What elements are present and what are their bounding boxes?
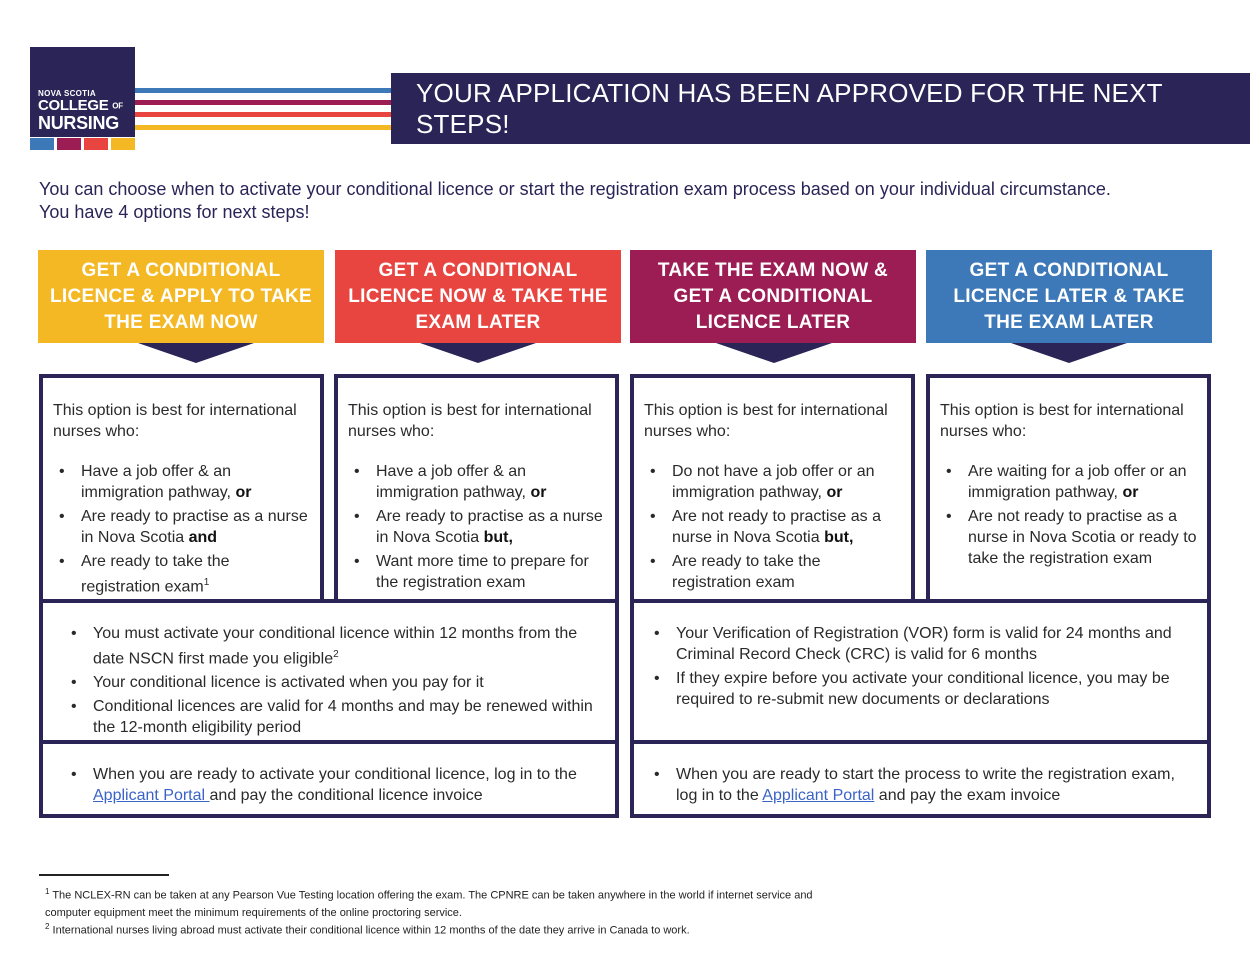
option-1-arrow xyxy=(138,343,254,363)
list-item: • When you are ready to start the process to write the registration exam, log in to the Applicant Portal and pay the exam invoice xyxy=(648,764,1193,806)
list-item: • Your conditional licence is activated when you pay for it xyxy=(65,672,601,693)
logo-line-college: COLLEGE OF xyxy=(38,97,123,114)
list-item: • Are ready to practise as a nurse in Nova Scotia and xyxy=(53,506,310,548)
option-2-box xyxy=(334,374,619,603)
list-item: • Conditional licences are valid for 4 months and may be renewed within the 12-month eligibility period xyxy=(65,696,601,738)
intro-line-2: You have 4 options for next steps! xyxy=(39,202,310,222)
logo-stripe-red xyxy=(84,138,108,150)
list-item: • Are ready to take the registration exam xyxy=(644,551,901,593)
list-item: • Are not ready to practise as a nurse in Nova Scotia or ready to take the registration exam xyxy=(940,506,1197,569)
exam-action-list xyxy=(648,764,1193,806)
list-item: • When you are ready to activate your conditional licence, log in to the Applicant Portal and pay the conditional licence invoice xyxy=(65,764,601,806)
decor-stripe-magenta xyxy=(135,100,391,105)
logo-stripe-blue xyxy=(30,138,54,150)
list-item: • Do not have a job offer or an immigration pathway, or xyxy=(644,461,901,503)
exam-action-box xyxy=(630,740,1211,818)
list-item: • Want more time to prepare for the registration exam xyxy=(348,551,605,593)
option-4-arrow xyxy=(1011,343,1127,363)
intro-text xyxy=(39,178,1219,224)
exam-info-box xyxy=(630,599,1211,744)
logo-stripe-yellow xyxy=(111,138,135,150)
option-1-lead: This option is best for international nurses who: xyxy=(53,402,297,440)
list-item: • If they expire before you activate your conditional licence, you may be required to re-submit new documents or declarations xyxy=(648,668,1193,710)
footnote-2: $^2$ International nurses living abroad must activate their conditional licence within 12 months of the date they arrive in Canada to work. xyxy=(45,922,690,937)
logo-wordmark xyxy=(38,89,123,132)
approval-banner: YOUR APPLICATION HAS BEEN APPROVED FOR THE NEXT STEPS! xyxy=(391,73,1250,144)
option-4-lead: This option is best for international nurses who: xyxy=(940,402,1184,440)
decor-stripe-blue xyxy=(135,88,391,93)
nscn-logo xyxy=(30,47,135,151)
option-3-header: TAKE THE EXAM NOW & GET A CONDITIONAL LICENCE LATER xyxy=(630,250,916,343)
option-3-arrow xyxy=(716,343,832,363)
option-1-criteria xyxy=(53,461,310,597)
option-4-header: GET A CONDITIONAL LICENCE LATER & TAKE THE EXAM LATER xyxy=(926,250,1212,343)
decor-stripe-yellow xyxy=(135,125,391,130)
intro-line-1: You can choose when to activate your conditional licence or start the registration exam process based on your individual circumstance. xyxy=(39,179,1111,199)
list-item: • Your Verification of Registration (VOR) form is valid for 24 months and Criminal Record Check (CRC) is valid for 6 months xyxy=(648,623,1193,665)
decor-stripe-red xyxy=(135,112,391,117)
licence-action-list xyxy=(65,764,601,806)
option-2-criteria xyxy=(348,461,605,593)
option-2-lead: This option is best for international nurses who: xyxy=(348,402,592,440)
option-1-header: GET A CONDITIONAL LICENCE & APPLY TO TAKE THE EXAM NOW xyxy=(38,250,324,343)
option-1-box xyxy=(39,374,324,603)
option-3-lead: This option is best for international nurses who: xyxy=(644,402,888,440)
option-2-arrow xyxy=(420,343,536,363)
list-item: • Have a job offer & an immigration pathway, or xyxy=(53,461,310,503)
logo-line-nursing: NURSING xyxy=(38,112,119,133)
logo-stripe-magenta xyxy=(57,138,81,150)
footnote-1: $^1$ The NCLEX-RN can be taken at any Pearson Vue Testing location offering the exam. The CPNRE can be taken anywhere in the world if internet service and computer equipment meet the minimum requirements of the online proctoring service. xyxy=(45,887,813,919)
licence-info-list xyxy=(65,623,601,738)
list-item: • Are waiting for a job offer or an immigration pathway, or xyxy=(940,461,1197,503)
list-item: • Are not ready to practise as a nurse in Nova Scotia but, xyxy=(644,506,901,548)
exam-info-list xyxy=(648,623,1193,710)
list-item: • Are ready to take the registration exam$^1$ xyxy=(53,551,310,597)
licence-action-box xyxy=(39,740,619,818)
list-item: • Have a job offer & an immigration pathway, or xyxy=(348,461,605,503)
applicant-portal-link[interactable]: Applicant Portal xyxy=(762,787,875,804)
logo-line-nova-scotia: NOVA SCOTIA xyxy=(38,89,96,98)
applicant-portal-link[interactable]: Applicant Portal xyxy=(93,787,210,804)
option-3-criteria xyxy=(644,461,901,593)
list-item: • You must activate your conditional licence within 12 months from the date NSCN first made you eligible$^2$ xyxy=(65,623,601,669)
licence-info-box xyxy=(39,599,619,744)
option-4-box xyxy=(926,374,1211,603)
option-2-header: GET A CONDITIONAL LICENCE NOW & TAKE THE EXAM LATER xyxy=(335,250,621,343)
list-item: • Are ready to practise as a nurse in Nova Scotia but, xyxy=(348,506,605,548)
option-4-criteria xyxy=(940,461,1197,569)
option-3-box xyxy=(630,374,915,603)
footnote-rule xyxy=(39,874,169,876)
